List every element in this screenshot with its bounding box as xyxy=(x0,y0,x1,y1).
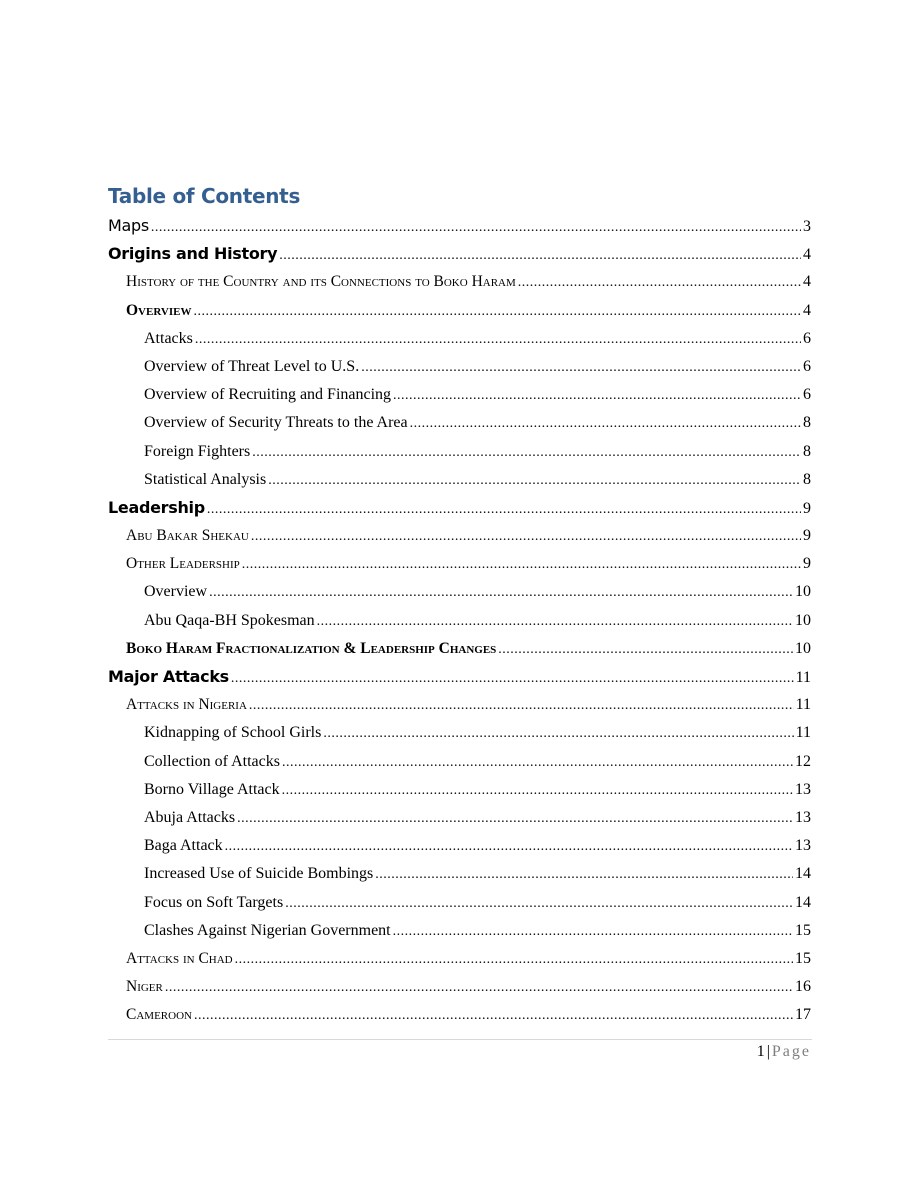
toc-dot-leader xyxy=(498,636,793,663)
toc-entry-page: 6 xyxy=(803,386,811,404)
toc-entry[interactable] xyxy=(108,860,811,888)
toc-entry[interactable] xyxy=(108,691,811,719)
toc-entry[interactable] xyxy=(108,776,811,804)
toc-entry[interactable] xyxy=(108,409,811,437)
toc-entry[interactable] xyxy=(108,804,811,832)
toc-entry[interactable] xyxy=(108,466,811,494)
toc-entry-page: 3 xyxy=(803,218,811,235)
toc-entry[interactable] xyxy=(108,945,811,973)
toc-entry[interactable] xyxy=(108,325,811,353)
toc-entry-label: Baga Attack xyxy=(144,837,223,855)
toc-entry-label: Kidnapping of School Girls xyxy=(144,724,322,742)
toc-entry-label: Foreign Fighters xyxy=(144,442,251,460)
toc-dot-leader xyxy=(237,805,793,832)
toc-entry-page: 6 xyxy=(803,357,811,375)
toc-entry[interactable] xyxy=(108,635,811,663)
toc-entry[interactable] xyxy=(108,832,811,860)
toc-title: Table of Contents xyxy=(108,184,301,208)
toc-entry-page: 8 xyxy=(803,414,811,432)
toc-entry[interactable] xyxy=(108,663,811,691)
toc-entry-page: 16 xyxy=(795,978,811,996)
toc-entry[interactable] xyxy=(108,494,811,522)
toc-dot-leader xyxy=(410,410,801,437)
toc-dot-leader xyxy=(249,692,794,719)
toc-entry-page: 11 xyxy=(795,696,811,714)
toc-entry[interactable] xyxy=(108,550,811,578)
toc-entry-page: 8 xyxy=(803,470,811,488)
toc-entry-label: Maps xyxy=(108,216,149,235)
toc-entry-label: Abu Qaqa-BH Spokesman xyxy=(144,611,315,629)
toc-dot-leader xyxy=(282,777,793,804)
toc-entry[interactable] xyxy=(108,889,811,917)
toc-entry[interactable] xyxy=(108,240,811,268)
toc-dot-leader xyxy=(375,861,793,888)
toc-entry[interactable] xyxy=(108,607,811,635)
toc-dot-leader xyxy=(252,439,801,466)
toc-entry-label: Overview xyxy=(144,583,208,601)
toc-entry-page: 9 xyxy=(803,555,811,573)
toc-entry-label: Increased Use of Suicide Bombings xyxy=(144,865,374,883)
toc-dot-leader xyxy=(251,523,801,550)
toc-entry-label: Overview of Security Threats to the Area xyxy=(144,414,408,432)
toc-entry-page: 6 xyxy=(803,329,811,347)
toc-entry-label: Focus on Soft Targets xyxy=(144,893,284,911)
toc-entry-page: 15 xyxy=(795,921,811,939)
toc-entry-page: 11 xyxy=(795,669,811,686)
toc-entry-page: 17 xyxy=(795,1006,811,1024)
toc-entry-page: 14 xyxy=(795,865,811,883)
page-number: 1 xyxy=(756,1043,765,1060)
toc-entry[interactable] xyxy=(108,353,811,381)
toc-entry[interactable] xyxy=(108,973,811,1001)
toc-dot-leader xyxy=(235,946,793,973)
toc-entry-page: 9 xyxy=(803,527,811,545)
toc-dot-leader xyxy=(195,326,801,353)
toc-dot-leader xyxy=(282,749,793,776)
toc-dot-leader xyxy=(207,496,801,522)
toc-dot-leader xyxy=(393,918,793,945)
toc-entry-page: 13 xyxy=(795,808,811,826)
toc-entry-label: Major Attacks xyxy=(108,667,229,686)
toc-entry[interactable] xyxy=(108,297,811,325)
toc-entry[interactable] xyxy=(108,578,811,606)
toc-entry-label: Niger xyxy=(126,978,163,996)
toc-dot-leader xyxy=(194,1002,793,1029)
toc-entry-page: 12 xyxy=(795,752,811,770)
toc-entry-label: Abu Bakar Shekau xyxy=(126,527,249,545)
toc-dot-leader xyxy=(361,354,801,381)
toc-dot-leader xyxy=(231,665,794,691)
toc-entry-label: Attacks xyxy=(144,329,193,347)
toc-entry[interactable] xyxy=(108,438,811,466)
toc-entry-page: 10 xyxy=(795,583,811,601)
toc-entry-label: Clashes Against Nigerian Government xyxy=(144,921,391,939)
toc-entry-page: 4 xyxy=(803,246,811,264)
toc-entry-label: Overview of Recruiting and Financing xyxy=(144,386,392,404)
toc-entry-label: Overview of Threat Level to U.S. xyxy=(144,357,360,375)
toc-dot-leader xyxy=(285,890,793,917)
toc-entry-page: 13 xyxy=(795,837,811,855)
toc-dot-leader xyxy=(393,382,801,409)
toc-dot-leader xyxy=(323,720,793,747)
toc-entry-page: 8 xyxy=(803,442,811,460)
toc-entry[interactable] xyxy=(108,719,811,747)
toc-entry-label: Boko Haram Fractionalization & Leadership Changes xyxy=(126,639,497,657)
toc-entry-label: Attacks in Nigeria xyxy=(126,696,247,714)
toc-entry-page: 14 xyxy=(795,893,811,911)
toc-entry-page: 4 xyxy=(803,301,811,319)
toc-entry-page: 15 xyxy=(795,949,811,967)
toc-dot-leader xyxy=(268,467,801,494)
toc-dot-leader xyxy=(209,579,793,606)
toc-entry-label: Other Leadership xyxy=(126,555,240,573)
toc-dot-leader xyxy=(242,551,801,578)
page-word: Page xyxy=(771,1043,811,1060)
toc-dot-leader xyxy=(193,298,801,325)
toc-entry[interactable] xyxy=(108,1001,811,1029)
toc-entry[interactable] xyxy=(108,522,811,550)
toc-entry-page: 13 xyxy=(795,780,811,798)
toc-entry-label: Cameroon xyxy=(126,1006,192,1024)
toc-entry[interactable] xyxy=(108,212,811,240)
toc-entry-page: 10 xyxy=(795,611,811,629)
toc-dot-leader xyxy=(518,269,801,296)
toc-entry[interactable] xyxy=(108,917,811,945)
toc-entry-label: Origins and History xyxy=(108,244,278,264)
toc-entry-label: Attacks in Chad xyxy=(126,949,233,967)
toc-dot-leader xyxy=(151,214,801,240)
toc-entry[interactable] xyxy=(108,381,811,409)
toc-entry-label: Abuja Attacks xyxy=(144,808,236,826)
toc-entry-page: 9 xyxy=(803,499,811,517)
toc-dot-leader xyxy=(225,833,793,860)
footer-divider xyxy=(108,1039,812,1040)
footer-separator: | xyxy=(766,1043,770,1060)
toc-entry-label: Borno Village Attack xyxy=(144,780,280,798)
toc-entry-label: Overview xyxy=(126,301,192,319)
toc-entry-label: Leadership xyxy=(108,497,205,517)
toc-entry[interactable] xyxy=(108,268,811,296)
toc-dot-leader xyxy=(317,608,793,635)
page-footer xyxy=(757,1041,811,1063)
toc-entry-label: History of the Country and its Connections to Boko Haram xyxy=(126,273,516,291)
table-of-contents xyxy=(108,212,811,1029)
toc-entry-page: 10 xyxy=(795,639,811,657)
toc-entry-label: Collection of Attacks xyxy=(144,752,280,770)
toc-dot-leader xyxy=(279,242,801,268)
toc-dot-leader xyxy=(165,974,793,1001)
toc-entry-label: Statistical Analysis xyxy=(144,470,267,488)
toc-entry[interactable] xyxy=(108,748,811,776)
toc-entry-page: 4 xyxy=(803,273,811,291)
toc-entry-page: 11 xyxy=(795,724,811,742)
